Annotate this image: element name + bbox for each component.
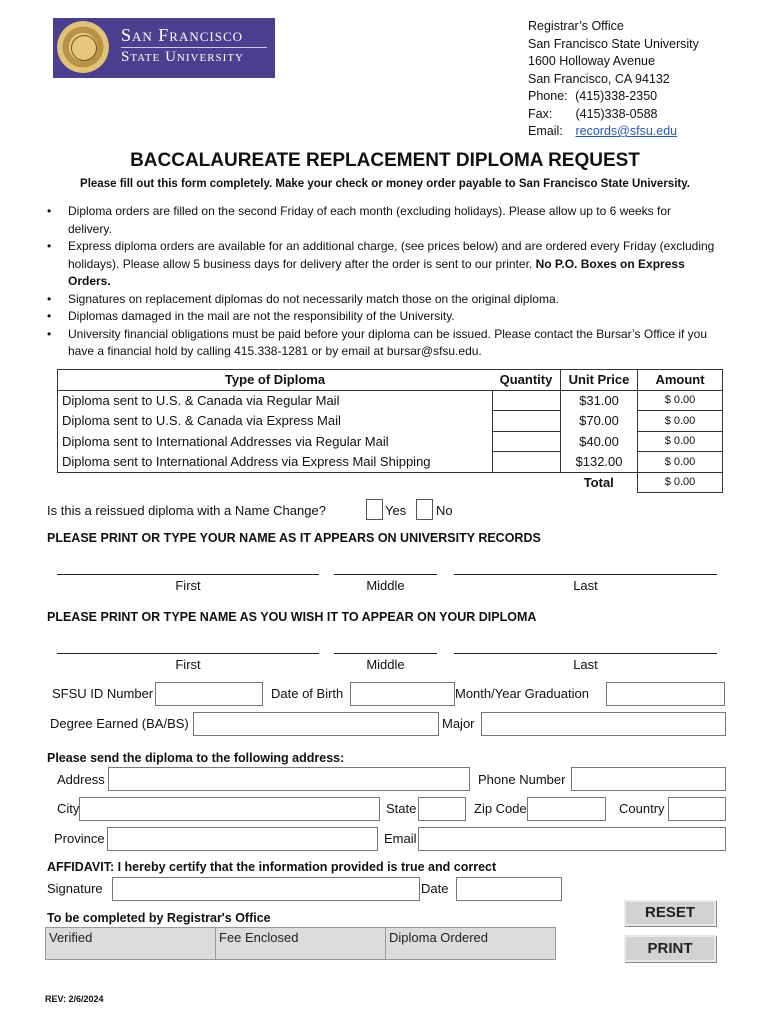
- city-input[interactable]: [79, 797, 380, 821]
- header-quantity: Quantity: [492, 370, 561, 391]
- office-phone-row: [528, 88, 657, 106]
- row-amount: $ 0.00: [638, 452, 723, 473]
- sfsu-id-input[interactable]: [155, 682, 263, 706]
- header-unit-price: Unit Price: [561, 370, 638, 391]
- verified-label: Verified: [49, 930, 93, 945]
- quantity-input[interactable]: [492, 452, 561, 473]
- province-label: Province: [54, 831, 105, 846]
- bullet-icon: •: [47, 204, 52, 218]
- grad-input[interactable]: [606, 682, 725, 706]
- dob-input[interactable]: [350, 682, 455, 706]
- address-heading: Please send the diploma to the following address:: [47, 751, 345, 765]
- province-input[interactable]: [107, 827, 378, 851]
- fee-enclosed-field[interactable]: [215, 927, 386, 960]
- logo-line2: State University: [121, 49, 244, 65]
- phone-label: Phone:: [528, 89, 568, 103]
- row-type: Diploma sent to International Address via Express Mail Shipping: [58, 452, 493, 473]
- signature-input[interactable]: [112, 877, 420, 901]
- date-label: Date: [421, 881, 449, 896]
- logo-divider: [121, 47, 267, 48]
- reissue-no-checkbox[interactable]: [416, 499, 433, 520]
- diploma-first-name-field[interactable]: [57, 653, 319, 654]
- office-university: San Francisco State University: [528, 36, 699, 51]
- page-title: BACCALAUREATE REPLACEMENT DIPLOMA REQUEST: [130, 150, 640, 171]
- bullet-icon: •: [47, 309, 52, 323]
- phone-number-label: Phone Number: [478, 772, 566, 787]
- office-name: Registrar’s Office: [528, 19, 624, 33]
- reissue-yes-label: Yes: [385, 503, 407, 518]
- diploma-middle-caption: Middle: [366, 657, 405, 672]
- reissue-question: Is this a reissued diploma with a Name Change?: [47, 503, 326, 518]
- row-amount: $ 0.00: [638, 390, 723, 411]
- diploma-last-name-field[interactable]: [454, 653, 717, 654]
- table-row: [58, 390, 723, 411]
- fee-enclosed-label: Fee Enclosed: [219, 930, 299, 945]
- zip-input[interactable]: [527, 797, 606, 821]
- records-first-name-field[interactable]: [57, 574, 319, 575]
- records-last-name-field[interactable]: [454, 574, 717, 575]
- university-seal-icon: [57, 21, 109, 73]
- row-type: Diploma sent to U.S. & Canada via Express Mail: [58, 411, 493, 432]
- office-city: San Francisco, CA 94132: [528, 71, 670, 86]
- quantity-input[interactable]: [492, 431, 561, 452]
- records-middle-caption: Middle: [366, 578, 405, 593]
- row-price: $132.00: [561, 452, 638, 473]
- email-field-label: Email: [384, 831, 417, 846]
- email-link[interactable]: records@sfsu.edu: [575, 124, 678, 138]
- verified-field[interactable]: [45, 927, 216, 960]
- bullet-4: Diplomas damaged in the mail are not the responsibility of the University.: [68, 309, 455, 323]
- country-label: Country: [619, 801, 665, 816]
- quantity-input[interactable]: [492, 390, 561, 411]
- phone-value: (415)338-2350: [575, 89, 658, 103]
- reissue-yes-checkbox[interactable]: [366, 499, 383, 520]
- diploma-first-caption: First: [175, 657, 201, 672]
- bullet-5: University financial obligations must be paid before your diploma can be issued. Please contact the Bursar’s Office if you have a financial hold by calling 415.338-1281 or by email at bursar@sfsu.edu.: [68, 326, 708, 358]
- revision-date: REV: 2/6/2024: [45, 994, 104, 1004]
- zip-label: Zip Code: [474, 801, 527, 816]
- seal-center: [71, 35, 97, 61]
- fax-label: Fax:: [528, 106, 553, 121]
- table-header-row: [58, 370, 723, 391]
- table-row: [58, 431, 723, 452]
- email-label: Email:: [528, 124, 563, 138]
- page-subtitle: Please fill out this form completely. Make your check or money order payable to San Francisco State University.: [80, 178, 690, 190]
- diploma-ordered-field[interactable]: [385, 927, 556, 960]
- address-label: Address: [57, 772, 105, 787]
- office-fax-row: [528, 106, 658, 124]
- bullet-icon: •: [47, 291, 52, 306]
- row-price: $40.00: [561, 431, 638, 452]
- signature-label: Signature: [47, 881, 103, 896]
- quantity-input[interactable]: [492, 411, 561, 432]
- email-field-input[interactable]: [418, 827, 726, 851]
- row-price: $31.00: [561, 390, 638, 411]
- total-amount: $ 0.00: [638, 472, 723, 493]
- reset-button[interactable]: RESET: [624, 900, 716, 926]
- total-label: Total: [583, 475, 614, 490]
- major-input[interactable]: [481, 712, 726, 736]
- header-type: Type of Diploma: [58, 370, 493, 391]
- records-last-caption: Last: [573, 578, 598, 593]
- row-amount: $ 0.00: [638, 431, 723, 452]
- sfsu-id-label: SFSU ID Number: [52, 686, 154, 701]
- degree-label: Degree Earned (BA/BS): [50, 716, 189, 731]
- table-row: [58, 411, 723, 432]
- degree-input[interactable]: [193, 712, 439, 736]
- print-button[interactable]: PRINT: [624, 935, 716, 962]
- records-middle-name-field[interactable]: [334, 574, 437, 575]
- price-table: [57, 369, 723, 493]
- table-row: [58, 452, 723, 473]
- row-price: $70.00: [561, 411, 638, 432]
- office-email-row: [528, 123, 677, 141]
- diploma-last-caption: Last: [573, 657, 598, 672]
- bullet-2-text: Express diploma orders are available for an additional charge, (see prices below) and are ordered every Friday (excluding holidays). Please allow 5 business days for delivery after the order is sent to our printer.: [68, 239, 715, 271]
- affidavit-heading: AFFIDAVIT: I hereby certify that the information provided is true and correct: [47, 860, 497, 874]
- state-input[interactable]: [418, 797, 466, 821]
- bullet-icon: •: [47, 326, 52, 341]
- address-input[interactable]: [108, 767, 470, 791]
- bullet-3: Signatures on replacement diplomas do not necessarily match those on the original diploma.: [68, 291, 559, 306]
- diploma-middle-name-field[interactable]: [334, 653, 437, 654]
- logo-line1: San Francisco: [121, 25, 244, 45]
- country-input[interactable]: [668, 797, 726, 821]
- name-diploma-heading: PLEASE PRINT OR TYPE NAME AS YOU WISH IT TO APPEAR ON YOUR DIPLOMA: [47, 610, 537, 624]
- grad-label: Month/Year Graduation: [455, 686, 589, 701]
- bullet-2-bold: No P.O. Boxes on Express Orders.: [68, 256, 685, 288]
- fax-value: (415)338-0588: [575, 106, 658, 121]
- city-label: City: [57, 801, 80, 816]
- table-total-row: [58, 472, 723, 493]
- registrar-heading: To be completed by Registrar's Office: [47, 911, 271, 925]
- reissue-no-label: No: [436, 503, 453, 518]
- bullet-icon: •: [47, 239, 52, 253]
- state-label: State: [386, 801, 417, 816]
- bullet-2: [68, 238, 718, 291]
- row-amount: $ 0.00: [638, 411, 723, 432]
- name-records-heading: PLEASE PRINT OR TYPE YOUR NAME AS IT APPEARS ON UNIVERSITY RECORDS: [47, 531, 541, 545]
- phone-number-input[interactable]: [571, 767, 726, 791]
- diploma-ordered-label: Diploma Ordered: [389, 930, 488, 945]
- header-amount: Amount: [638, 370, 723, 391]
- date-input[interactable]: [456, 877, 562, 901]
- bullet-1: Diploma orders are filled on the second Friday of each month (excluding holidays). Please allow up to 6 weeks for delivery.: [68, 204, 671, 236]
- office-street: 1600 Holloway Avenue: [528, 54, 655, 68]
- row-type: Diploma sent to International Addresses via Regular Mail: [58, 431, 493, 452]
- row-type: Diploma sent to U.S. & Canada via Regular Mail: [58, 390, 493, 411]
- records-first-caption: First: [175, 578, 201, 593]
- major-label: Major: [442, 716, 475, 731]
- dob-label: Date of Birth: [271, 686, 344, 701]
- sfsu-logo: [53, 18, 275, 78]
